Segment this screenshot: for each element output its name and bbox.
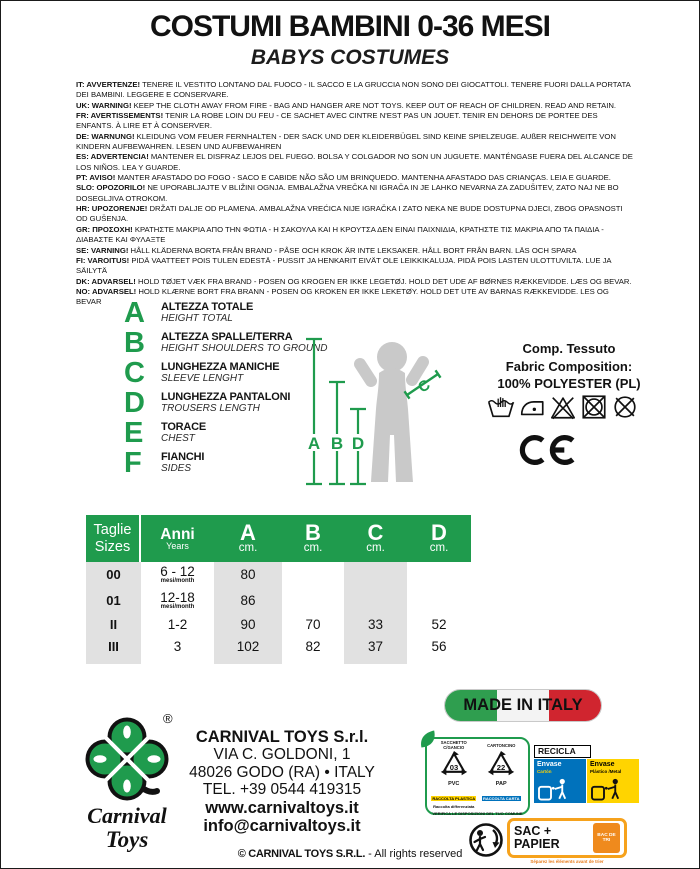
page-subtitle: BABYS COSTUMES — [250, 46, 450, 69]
legend-label-it: LUNGHEZZA MANICHE — [161, 361, 280, 373]
iron-one-dot-icon — [518, 393, 546, 421]
table-header-c: C cm. — [344, 515, 407, 562]
table-cell-b: 70 — [305, 616, 321, 632]
legend-row — [124, 327, 328, 359]
measure-label-a: A — [307, 434, 321, 453]
copyright-line: © CARNIVAL TOYS S.R.L. - All rights reserved — [237, 848, 463, 860]
legend-label-en: HEIGHT SHOULDERS TO GROUND — [161, 343, 328, 354]
legend-label-it: LUNGHEZZA PANTALONI — [161, 391, 291, 403]
warning-item: FR: AVERTISSEMENTS! TENIR LA ROBE LOIN DU FEU - CE SACHET AVEC CINTRE N'EST PAS UN JOUET. TENIR EN DEHORS DE PORTEE DES ENFANTS. À LIRE ET À CONSERVER. — [76, 111, 598, 131]
collection-note: Raccolta differenziata — [433, 804, 475, 809]
table-cell-age: 3 — [173, 638, 182, 654]
table-cell-d — [407, 562, 471, 587]
company-website: www.carnivaltoys.it — [205, 798, 359, 817]
fabric-composition — [476, 340, 662, 393]
svg-text:22: 22 — [497, 762, 506, 772]
recycling-info-box — [425, 737, 530, 815]
table-header-taglie: Taglie Sizes — [86, 515, 141, 562]
company-street: VIA C. GOLDONI, 1 — [213, 746, 351, 763]
table-header-d: D cm. — [407, 515, 471, 562]
collection-tag-paper: RACCOLTA CARTA — [482, 796, 520, 801]
warning-item: SLO: OPOZORILO! NE UPORABLJAJTE V BLIŽINI OGNJA. EMBALAŽNA VREČKA NI IGRAČA IN JE LAHKO NEVARNA ZA ZADUŠITEV, ZATO NAJ NE BO DOSEGLJIVA OTROKOM. — [76, 183, 619, 203]
legend-letter: F — [124, 447, 142, 479]
recycle-paper-item — [478, 741, 526, 810]
warning-item: UK: WARNING! KEEP THE CLOTH AWAY FROM FIRE - BAG AND HANGER ARE NOT TOYS. KEEP OUT OF REACH OF CHILDREN. READ AND RETAIN. — [76, 100, 617, 110]
recicla-panel-carton: Envase Cartón — [534, 759, 586, 803]
dispose-bin-icon — [537, 777, 571, 801]
table-cell-d: 52 — [431, 616, 447, 632]
warning-item: HR: UPOZORENJE! DRŽATI DALJE OD PLAMENA. AMBALAŽNA VREĆICA NIJE IGRAČKA I ZATO NEKA NE BUDE DOSTUPNA DJECI, ZBOG OPASNOSTI OD GUŠENJA. — [76, 204, 623, 224]
do-not-bleach-icon — [549, 393, 577, 421]
fabric-title-en: Fabric Composition: — [505, 358, 633, 374]
table-cell-d — [407, 587, 471, 613]
brand-logo — [83, 709, 179, 854]
measurement-legend — [124, 297, 328, 481]
material-code: PVC — [448, 781, 460, 787]
brand-script-toys: Toys — [105, 827, 149, 852]
collection-tag-plastic: RACCOLTA PLASTICA — [432, 796, 476, 801]
fabric-composition-value: 100% POLYESTER (PL) — [497, 376, 641, 391]
table-cell-a: 90 — [214, 613, 282, 635]
warning-item: DK: ADVARSEL! HOLD TØJET VÆK FRA BRAND - POSEN OG KROGEN ER IKKE LEGETØJ. HOLD DET UDE AF BØRNES RÆKKEVIDDE. LÆS OG BEVAR. — [76, 276, 632, 286]
table-cell-size: III — [86, 635, 141, 657]
made-in-italy-label: MADE IN ITALY — [463, 696, 583, 714]
leaf-icon — [418, 730, 438, 750]
legend-label-it: TORACE — [161, 421, 207, 433]
legend-row — [124, 297, 328, 329]
legend-row — [124, 357, 328, 389]
legend-row — [124, 417, 328, 449]
legend-label-en: SIDES — [161, 463, 192, 474]
recycling-footer-note: VERIFICA LE DISPOSIZIONI DEL TUO COMUNE — [432, 810, 523, 816]
table-cell-b — [282, 562, 344, 587]
company-name: CARNIVAL TOYS S.r.l. — [195, 728, 369, 746]
recycle-plastic-item — [430, 741, 478, 810]
warning-item: SE: VARNING! HÅLL KLÄDERNA BORTA FRÅN BRAND - PÅSE OCH KROK ÄR INTE LEKSAKER. HÅLL BORT FRÅN BARN. LÄS OCH SPARA — [76, 245, 577, 255]
sac-papier-label: SAC + PAPIER — [514, 824, 560, 851]
do-not-dry-clean-icon — [611, 393, 639, 421]
ce-mark-icon — [518, 430, 578, 470]
company-address — [179, 728, 385, 835]
warning-item: IT: AVVERTENZE! TENERE IL VESTITO LONTANO DAL FUOCO - IL SACCO E LA GRUCCIA NON SONO DEI GIOCATTOLI. TENERE FUORI DALLA PORTATA DEI BAMBINI. LEGGERE E CONSERVARE. — [76, 80, 631, 100]
table-header-a: A cm. — [214, 515, 282, 562]
legend-letter: E — [124, 417, 144, 449]
table-cell-b — [282, 587, 344, 613]
legend-letter: C — [124, 357, 145, 389]
recicla-box — [534, 741, 640, 803]
table-header-anni: Anni Years — [141, 515, 214, 562]
sorting-note: Séparez les éléments avant de trier — [530, 859, 604, 864]
fabric-title-it: Comp. Tessuto — [522, 341, 616, 356]
legend-label-it: ALTEZZA TOTALE — [161, 301, 254, 313]
table-cell-a: 86 — [214, 587, 282, 613]
warnings-block — [76, 80, 636, 308]
warning-item: GR: ΠΡΟΣΟΧΗ! ΚΡΑΤΗΣΤΕ ΜΑΚΡΙΑ ΑΠΟ ΤΗΝ ΦΩΤΙΑ - Η ΣΑΚΟΥΛΑ ΚΑΙ Η ΚΡΟΥΤΣΑ ΔΕΝ ΕΙΝΑΙ ΠΑΙΧΝΙΔΙΑ, ΚΡΑΤΗΣΤΕ ΤΙΣ ΜΑΚΡΙΑ ΑΠΟ ΤΑ ΠΑΙΔΙΑ - ΔΙΑΒΑΣΤΕ ΚΑΙ ΦΥΛΑΞΤΕ — [76, 224, 604, 245]
table-cell-c — [344, 587, 407, 613]
warning-item: DE: WARNUNG! KLEIDUNG VOM FEUER FERNHALTEN - DER SACK UND DER KLEIDERBÜGEL SIND KEINE SPIELZEUGE. AUßER REICHWEITE VON KINDERN AUFBEWAHREN. LESEN UND AUFBEWAHREN — [76, 131, 616, 152]
do-not-tumble-dry-icon — [580, 393, 608, 421]
legend-label-en: TROUSERS LENGTH — [161, 403, 260, 414]
table-cell-b: 82 — [305, 638, 321, 654]
baby-silhouette-icon — [360, 342, 423, 482]
measure-label-b: B — [330, 434, 344, 453]
table-cell-size: II — [86, 613, 141, 635]
clover-icon — [86, 718, 169, 801]
warning-item: FI: VAROITUS! PIDÄ VAATTEET POIS TULEN EDESTÄ - PUSSIT JA HENKARIT EIVÄT OLE LEIKKIKALUJA. PIDÄ POIS LASTEN ULOTTUVILTA. LUE JA SÄILYTÄ — [76, 255, 612, 276]
company-phone: TEL. +39 0544 419315 — [202, 781, 362, 798]
table-cell-c: 37 — [344, 635, 407, 657]
brand-script-carnival: Carnival — [87, 803, 167, 828]
table-cell-c: 33 — [344, 613, 407, 635]
table-cell-size: 01 — [86, 587, 141, 613]
warning-item: ES: ADVERTENCIA! MANTENER EL DISFRAZ LEJOS DEL FUEGO. BOLSA Y COLGADOR NO SON UN JUGUETE. MANTÉNGASE FUERA DEL ALCANCE DE LOS NIÑOS. LEA Y GUARDE. — [76, 152, 633, 172]
recycle-item-label: CARTONCINO — [487, 742, 516, 748]
table-cell-c — [344, 562, 407, 587]
size-table — [86, 515, 471, 664]
recicla-title: RECICLA — [534, 745, 591, 758]
legend-letter: A — [124, 297, 145, 329]
legend-row — [124, 447, 328, 479]
legend-row — [124, 387, 328, 419]
svg-text:03: 03 — [449, 762, 458, 772]
recycle-item-label: SACCHETTO C/GANCIO — [440, 740, 467, 750]
table-cell-size: 00 — [86, 562, 141, 587]
company-email: info@carnivaltoys.it — [203, 816, 361, 835]
table-cell-a: 102 — [214, 635, 282, 657]
legend-label-en: SLEEVE LENGHT — [161, 373, 244, 384]
legend-label-en: HEIGHT TOTAL — [161, 313, 233, 324]
material-code: PAP — [495, 781, 507, 787]
table-header-b: B cm. — [282, 515, 344, 562]
table-cell-age: 6 - 12 mesi/month — [160, 564, 195, 584]
measure-label-d: D — [351, 434, 365, 453]
hand-wash-icon — [487, 393, 515, 421]
recycle-03-triangle-icon — [440, 751, 468, 776]
measure-line-a — [306, 339, 322, 484]
table-cell-age: 12-18 mesi/month — [160, 589, 195, 610]
table-cell-a: 80 — [214, 562, 282, 587]
registered-mark: ® — [163, 711, 173, 726]
care-symbols — [487, 393, 639, 421]
legend-letter: B — [124, 327, 145, 359]
measure-label-c: C — [415, 376, 434, 397]
bac-de-tri-bin-icon: BAC DE TRI — [593, 823, 620, 853]
legend-letter: D — [124, 387, 145, 419]
table-cell-d: 56 — [431, 638, 447, 654]
page-title: COSTUMI BAMBINI 0-36 MESI — [149, 10, 551, 43]
recycle-22-triangle-icon — [487, 751, 515, 776]
table-cell-age: 1-2 — [167, 616, 188, 632]
legend-label-it: ALTEZZA SPALLE/TERRA — [161, 331, 293, 343]
legend-label-it: FIANCHI — [161, 451, 205, 463]
warning-item: NO: ADVARSEL! HOLD KLÆRNE BORT FRA BRANN - POSEN OG KROKEN ER IKKE LEKETØY. HOLD DET UTE AV BARNAS RÆKKEVIDDE. LES OG BEVAR — [76, 286, 609, 307]
size-diagram — [301, 331, 486, 493]
company-city: 48026 GODO (RA) • ITALY — [189, 763, 375, 781]
recicla-panel-plastico: Envase Plástico /Metal — [587, 759, 639, 803]
dispose-bin-icon — [590, 777, 624, 801]
legend-label-en: CHEST — [161, 433, 195, 444]
warning-item: PT: AVISO! MANTER AFASTADO DO FOGO - SACO E CABIDE NÃO SÃO UM BRINQUEDO. MANTENHA AFASTADO DAS CRIANÇAS. LEIA E GUARDE. — [76, 173, 611, 183]
measure-line-b — [329, 382, 345, 484]
